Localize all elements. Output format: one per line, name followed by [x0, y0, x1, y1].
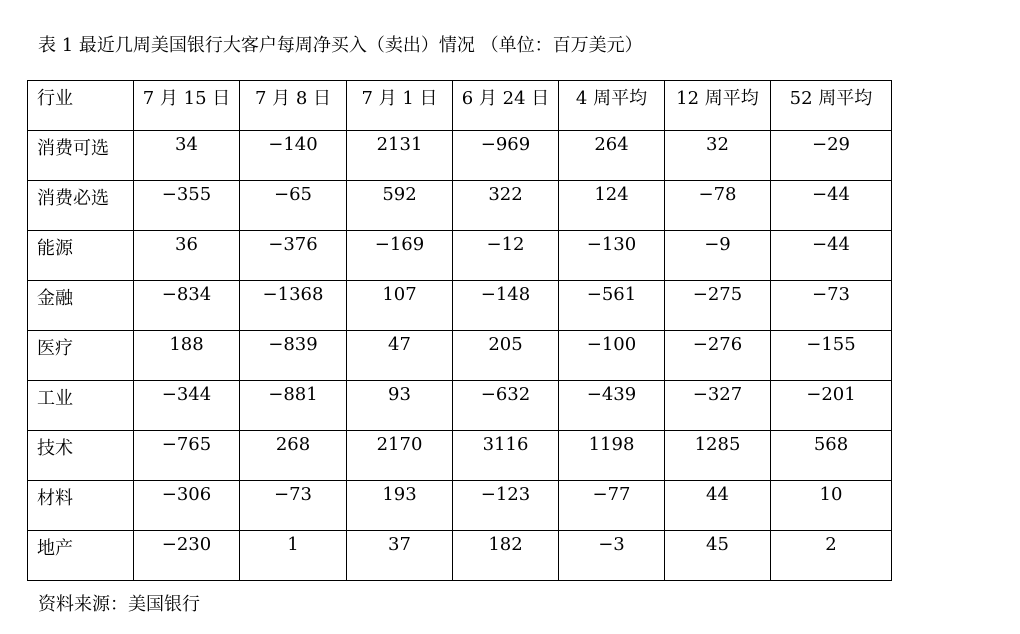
value-cell: [240, 181, 347, 231]
cell-value: −73: [274, 484, 312, 505]
cell-value: −78: [698, 184, 737, 205]
cell-value: −327: [692, 384, 743, 405]
value-cell: [453, 131, 559, 181]
table-title: 表 1 最近几周美国银行大客户每周净买入（卖出）情况 （单位：百万美元）: [38, 35, 643, 56]
value-cell: [453, 431, 559, 481]
value-cell: [240, 481, 347, 531]
cell-value: −201: [806, 384, 856, 405]
header-text: 4 周平均: [575, 88, 648, 109]
value-cell: [559, 481, 665, 531]
cell-value: −169: [374, 234, 425, 255]
value-cell: [134, 231, 240, 281]
value-cell: [771, 531, 892, 581]
cell-value: 3116: [482, 434, 529, 455]
header-cell: [347, 81, 453, 131]
cell-value: 1198: [588, 434, 635, 455]
value-cell: [665, 131, 771, 181]
industry-label: 金融: [37, 288, 73, 309]
value-cell: [347, 181, 453, 231]
value-cell: [665, 531, 771, 581]
cell-value: −632: [480, 384, 531, 405]
value-cell: [134, 381, 240, 431]
value-cell: [771, 481, 892, 531]
value-cell: [559, 381, 665, 431]
row-label-cell: [28, 481, 134, 531]
value-cell: [240, 331, 347, 381]
cell-value: −65: [274, 184, 312, 205]
value-cell: [771, 181, 892, 231]
cell-value: 592: [382, 184, 417, 205]
value-cell: [240, 131, 347, 181]
cell-value: 2: [825, 534, 837, 555]
row-label-cell: [28, 431, 134, 481]
row-label-cell: [28, 131, 134, 181]
value-cell: [347, 281, 453, 331]
value-cell: [559, 231, 665, 281]
header-cell: [559, 81, 665, 131]
cell-value: −73: [812, 284, 850, 305]
cell-value: −230: [161, 534, 212, 555]
cell-value: 2131: [376, 134, 423, 155]
table-row: [28, 531, 892, 581]
value-cell: [240, 281, 347, 331]
industry-label: 能源: [37, 238, 73, 259]
table-row: [28, 331, 892, 381]
row-label-cell: [28, 531, 134, 581]
value-cell: [665, 181, 771, 231]
cell-value: −44: [812, 184, 850, 205]
industry-label: 材料: [37, 488, 73, 509]
value-cell: [559, 431, 665, 481]
value-cell: [453, 481, 559, 531]
value-cell: [559, 281, 665, 331]
header-text: 7 月 1 日: [361, 88, 438, 109]
cell-value: −130: [586, 234, 637, 255]
cell-value: 268: [275, 434, 311, 455]
cell-value: −77: [592, 484, 631, 505]
header-text: 7 月 15 日: [142, 88, 231, 109]
table-row: [28, 481, 892, 531]
industry-label: 消费可选: [37, 138, 109, 159]
cell-value: −1368: [262, 284, 324, 305]
header-text: 7 月 8 日: [254, 88, 332, 109]
value-cell: [665, 281, 771, 331]
header-cell: [771, 81, 892, 131]
cell-value: 2170: [376, 434, 423, 455]
table-row: [28, 281, 892, 331]
row-label-cell: [28, 181, 134, 231]
cell-value: 264: [594, 134, 629, 155]
cell-value: −123: [480, 484, 531, 505]
header-cell: [665, 81, 771, 131]
header-row: [28, 81, 892, 131]
value-cell: [453, 331, 559, 381]
value-cell: [771, 231, 892, 281]
industry-label: 消费必选: [37, 188, 109, 209]
table-row: [28, 131, 892, 181]
cell-value: −29: [812, 134, 850, 155]
value-cell: [347, 431, 453, 481]
value-cell: [134, 531, 240, 581]
industry-label: 工业: [37, 388, 73, 409]
cell-value: −148: [480, 284, 531, 305]
cell-value: −376: [268, 234, 318, 255]
industry-label: 医疗: [37, 338, 73, 359]
cell-value: −439: [586, 384, 637, 405]
cell-value: 37: [388, 534, 411, 555]
value-cell: [665, 481, 771, 531]
source-note: 资料来源：美国银行: [38, 594, 200, 615]
cell-value: −561: [586, 284, 637, 305]
cell-value: 205: [488, 334, 523, 355]
cell-value: 1: [287, 534, 299, 555]
cell-value: 182: [488, 534, 523, 555]
cell-value: 124: [594, 184, 629, 205]
row-label-cell: [28, 231, 134, 281]
value-cell: [559, 131, 665, 181]
value-cell: [240, 531, 347, 581]
cell-value: −344: [161, 384, 212, 405]
industry-label: 技术: [37, 438, 73, 459]
value-cell: [453, 381, 559, 431]
value-cell: [559, 181, 665, 231]
table-row: [28, 181, 892, 231]
header-cell: [134, 81, 240, 131]
cell-value: −44: [812, 234, 850, 255]
value-cell: [453, 281, 559, 331]
cell-value: −765: [161, 434, 212, 455]
table-row: [28, 381, 892, 431]
value-cell: [665, 331, 771, 381]
header-text: 6 月 24 日: [461, 88, 550, 109]
cell-value: 322: [488, 184, 523, 205]
cell-value: −140: [268, 134, 318, 155]
cell-value: −355: [161, 184, 212, 205]
industry-label: 地产: [37, 538, 73, 559]
value-cell: [240, 231, 347, 281]
value-cell: [665, 231, 771, 281]
cell-value: −9: [704, 234, 731, 255]
cell-value: −306: [161, 484, 212, 505]
net-purchase-table: [27, 80, 892, 581]
value-cell: [453, 181, 559, 231]
row-label-cell: [28, 281, 134, 331]
header-cell: [28, 81, 134, 131]
cell-value: −100: [586, 334, 637, 355]
value-cell: [453, 531, 559, 581]
cell-value: 47: [388, 334, 411, 355]
value-cell: [347, 131, 453, 181]
cell-value: 568: [813, 434, 849, 455]
value-cell: [347, 481, 453, 531]
value-cell: [240, 431, 347, 481]
value-cell: [134, 131, 240, 181]
cell-value: 188: [169, 334, 204, 355]
cell-value: −839: [268, 334, 318, 355]
value-cell: [134, 181, 240, 231]
header-cell: [240, 81, 347, 131]
value-cell: [134, 331, 240, 381]
value-cell: [347, 531, 453, 581]
cell-value: 107: [382, 284, 417, 305]
cell-value: −3: [598, 534, 625, 555]
value-cell: [240, 381, 347, 431]
table-row: [28, 231, 892, 281]
cell-value: 10: [819, 484, 843, 505]
value-cell: [134, 281, 240, 331]
cell-value: 45: [706, 534, 729, 555]
cell-value: −275: [692, 284, 743, 305]
cell-value: 36: [175, 234, 198, 255]
cell-value: 34: [175, 134, 198, 155]
value-cell: [771, 431, 892, 481]
cell-value: −155: [806, 334, 856, 355]
cell-value: 44: [706, 484, 729, 505]
cell-value: −881: [268, 384, 318, 405]
cell-value: 193: [382, 484, 417, 505]
value-cell: [453, 231, 559, 281]
cell-value: −834: [161, 284, 212, 305]
value-cell: [771, 331, 892, 381]
value-cell: [134, 431, 240, 481]
cell-value: 32: [706, 134, 729, 155]
header-cell: [453, 81, 559, 131]
value-cell: [665, 381, 771, 431]
header-text: 12 周平均: [676, 88, 759, 109]
cell-value: −276: [692, 334, 743, 355]
cell-value: −12: [486, 234, 525, 255]
cell-value: 93: [388, 384, 411, 405]
value-cell: [665, 431, 771, 481]
value-cell: [134, 481, 240, 531]
value-cell: [771, 131, 892, 181]
cell-value: 1285: [694, 434, 741, 455]
table-row: [28, 431, 892, 481]
value-cell: [771, 381, 892, 431]
header-text: 行业: [37, 88, 73, 109]
value-cell: [559, 331, 665, 381]
value-cell: [347, 231, 453, 281]
row-label-cell: [28, 331, 134, 381]
value-cell: [559, 531, 665, 581]
row-label-cell: [28, 381, 134, 431]
header-text: 52 周平均: [789, 88, 873, 109]
value-cell: [771, 281, 892, 331]
value-cell: [347, 381, 453, 431]
value-cell: [347, 331, 453, 381]
cell-value: −969: [480, 134, 531, 155]
